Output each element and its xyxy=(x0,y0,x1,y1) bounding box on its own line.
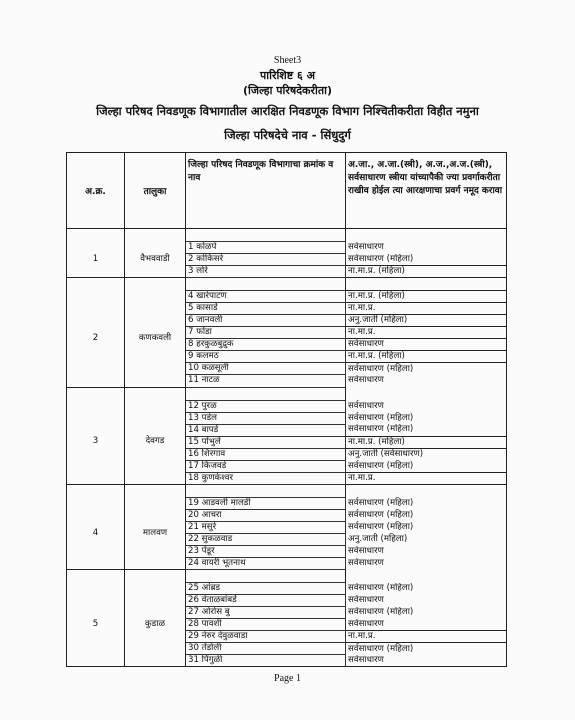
taluka-cell: देवगड xyxy=(125,400,186,484)
header-ward: जिल्हा परिषद निवडणूक विभागाचा क्रमांक व नाव xyxy=(186,153,346,229)
spacer-cell xyxy=(125,278,186,291)
reservation-cell: सर्वसाधारण (महिला) xyxy=(346,412,507,424)
reservation-cell: ना.मा.प्र. (महिला) xyxy=(346,436,507,448)
ward-cell: 19 आडवली मालडी xyxy=(186,497,346,509)
ward-cell: 1 कोळपे xyxy=(186,242,346,254)
ward-cell: 11 नाटळ xyxy=(186,375,346,387)
reservation-cell: अनु.जाती (महिला) xyxy=(346,533,507,545)
reservation-cell: ना.मा.प्र. (महिला) xyxy=(346,291,507,303)
reservation-cell: सर्वसाधारण (महिला) xyxy=(346,363,507,375)
spacer-cell xyxy=(67,278,125,291)
district-name: जिल्हा परिषदेचे नाव - सिंधुदुर्ग xyxy=(224,128,351,142)
table-row xyxy=(67,291,507,303)
group-spacer-row xyxy=(67,387,507,400)
reservation-cell: सर्वसाधारण (महिला) xyxy=(346,497,507,509)
taluka-cell: मालवण xyxy=(125,497,186,569)
reservation-cell: ना.मा.प्र. (महिला) xyxy=(346,266,507,278)
reservation-cell: ना.मा.प्र. xyxy=(346,303,507,315)
spacer-cell xyxy=(346,278,507,291)
spacer-cell xyxy=(67,229,125,242)
reservation-cell: सर्वसाधारण xyxy=(346,595,507,607)
reservation-cell: सर्वसाधारण xyxy=(346,400,507,412)
form-title: जिल्हा परिषद निवडणूक विभागातील आरक्षित निवडणूक विभाग निश्चितीकरीता विहीत नमुना xyxy=(96,104,479,118)
spacer-cell xyxy=(186,278,346,291)
reservation-cell: सर्वसाधारण (महिला) xyxy=(346,643,507,655)
spacer-cell xyxy=(67,387,125,400)
reservation-cell: ना.मा.प्र. xyxy=(346,472,507,484)
reservation-cell: सर्वसाधारण (महिला) xyxy=(346,607,507,619)
ward-cell: 13 पडेल xyxy=(186,412,346,424)
reservation-cell: सर्वसाधारण (महिला) xyxy=(346,254,507,266)
appendix-subtitle: (जिल्हा परिषदेकरीता) xyxy=(242,84,333,97)
spacer-cell xyxy=(186,484,346,497)
header-reservation: अ.जा., अ.जा.(स्त्री), अ.ज.,अ.ज.(स्त्री), सर्वसाधारण स्त्रीया यांच्यापैकी ज्या प्रवर्गाकरीता राखीव होईल त्या आरक्षणाचा प्रवर्ग नमूद करावा xyxy=(346,153,507,229)
reservation-cell: सर्वसाधारण xyxy=(346,375,507,387)
ward-cell: 20 आचरा xyxy=(186,509,346,521)
spacer-cell xyxy=(346,387,507,400)
spacer-cell xyxy=(125,387,186,400)
ward-cell: 23 पेंडूर xyxy=(186,546,346,558)
spacer-cell xyxy=(186,570,346,583)
ward-cell: 3 लोरे xyxy=(186,266,346,278)
taluka-cell: वैभववाडी xyxy=(125,242,186,278)
ward-cell: 8 हरकुळबुद्रुक xyxy=(186,339,346,351)
reservation-cell: अनु.जाती (सर्वसाधारण) xyxy=(346,448,507,460)
ward-cell: 9 कलमठ xyxy=(186,351,346,363)
ward-cell: 24 वायरी भूतनाथ xyxy=(186,558,346,570)
reservation-cell: सर्वसाधारण (महिला) xyxy=(346,583,507,595)
reservation-cell: सर्वसाधारण xyxy=(346,242,507,254)
ward-cell: 14 बापर्डे xyxy=(186,424,346,436)
spacer-cell xyxy=(125,229,186,242)
ward-cell: 27 ओरोस बु xyxy=(186,607,346,619)
ward-cell: 6 जानवली xyxy=(186,315,346,327)
spacer-cell xyxy=(67,570,125,583)
serial-cell: 5 xyxy=(67,583,125,667)
group-spacer-row xyxy=(67,484,507,497)
reservation-cell: ना.मा.प्र. xyxy=(346,327,507,339)
reservation-cell: ना.मा.प्र. xyxy=(346,631,507,643)
reservation-cell: सर्वसाधारण (महिला) xyxy=(346,509,507,521)
serial-cell: 4 xyxy=(67,497,125,569)
taluka-cell: कुडाळ xyxy=(125,583,186,667)
ward-cell: 31 पिंगुळी xyxy=(186,655,346,667)
header-serial: अ.क्र. xyxy=(67,153,125,229)
ward-cell: 12 पुरळ xyxy=(186,400,346,412)
ward-cell: 25 आंब्रड xyxy=(186,583,346,595)
ward-cell: 4 खारेपाटण xyxy=(186,291,346,303)
reservation-cell: सर्वसाधारण xyxy=(346,339,507,351)
serial-cell: 1 xyxy=(67,242,125,278)
serial-cell: 3 xyxy=(67,400,125,484)
table-row xyxy=(67,583,507,595)
reservation-cell: ना.मा.प्र. (महिला) xyxy=(346,351,507,363)
ward-cell: 26 वेताळबांबर्डे xyxy=(186,595,346,607)
spacer-cell xyxy=(125,484,186,497)
reservation-cell: सर्वसाधारण xyxy=(346,558,507,570)
table-header-row xyxy=(67,153,507,229)
group-spacer-row xyxy=(67,570,507,583)
header-taluka: तालुका xyxy=(125,153,186,229)
ward-cell: 17 किंजवडे xyxy=(186,460,346,472)
ward-cell: 5 कासार्डे xyxy=(186,303,346,315)
ward-cell: 30 तेंडोली xyxy=(186,643,346,655)
ward-cell: 22 सुकळवाड xyxy=(186,533,346,545)
reservation-cell: सर्वसाधारण (महिला) xyxy=(346,460,507,472)
ward-cell: 28 पावशी xyxy=(186,619,346,631)
ward-cell: 18 कुणकेश्वर xyxy=(186,472,346,484)
reservation-table xyxy=(66,152,507,667)
spacer-cell xyxy=(346,484,507,497)
spacer-cell xyxy=(346,229,507,242)
ward-cell: 7 फोंडा xyxy=(186,327,346,339)
reservation-cell: अनु.जाती (महिला) xyxy=(346,315,507,327)
table-row xyxy=(67,400,507,412)
spacer-cell xyxy=(67,484,125,497)
reservation-cell: सर्वसाधारण xyxy=(346,655,507,667)
ward-cell: 2 कोकिसरे xyxy=(186,254,346,266)
page-footer: Page 1 xyxy=(274,673,301,684)
table-body xyxy=(67,229,507,667)
spacer-cell xyxy=(125,570,186,583)
reservation-cell: सर्वसाधारण (महिला) xyxy=(346,521,507,533)
appendix-title: पारिशिष्ट ६ अ xyxy=(260,69,315,82)
ward-cell: 15 पोंभुर्ले xyxy=(186,436,346,448)
spacer-cell xyxy=(346,570,507,583)
ward-cell: 16 शिरगाव xyxy=(186,448,346,460)
reservation-cell: सर्वसाधारण xyxy=(346,546,507,558)
ward-cell: 10 कळसूली xyxy=(186,363,346,375)
reservation-cell: सर्वसाधारण xyxy=(346,619,507,631)
table-row xyxy=(67,242,507,254)
group-spacer-row xyxy=(67,278,507,291)
taluka-cell: कणकवली xyxy=(125,291,186,387)
reservation-cell: सर्वसाधारण (महिला) xyxy=(346,424,507,436)
sheet-label: Sheet3 xyxy=(273,55,302,66)
table-row xyxy=(67,497,507,509)
ward-cell: 29 नेरुर देवुळवाडा xyxy=(186,631,346,643)
group-spacer-row xyxy=(67,229,507,242)
spacer-cell xyxy=(186,229,346,242)
serial-cell: 2 xyxy=(67,291,125,387)
ward-cell: 21 मसुरे xyxy=(186,521,346,533)
spacer-cell xyxy=(186,387,346,400)
